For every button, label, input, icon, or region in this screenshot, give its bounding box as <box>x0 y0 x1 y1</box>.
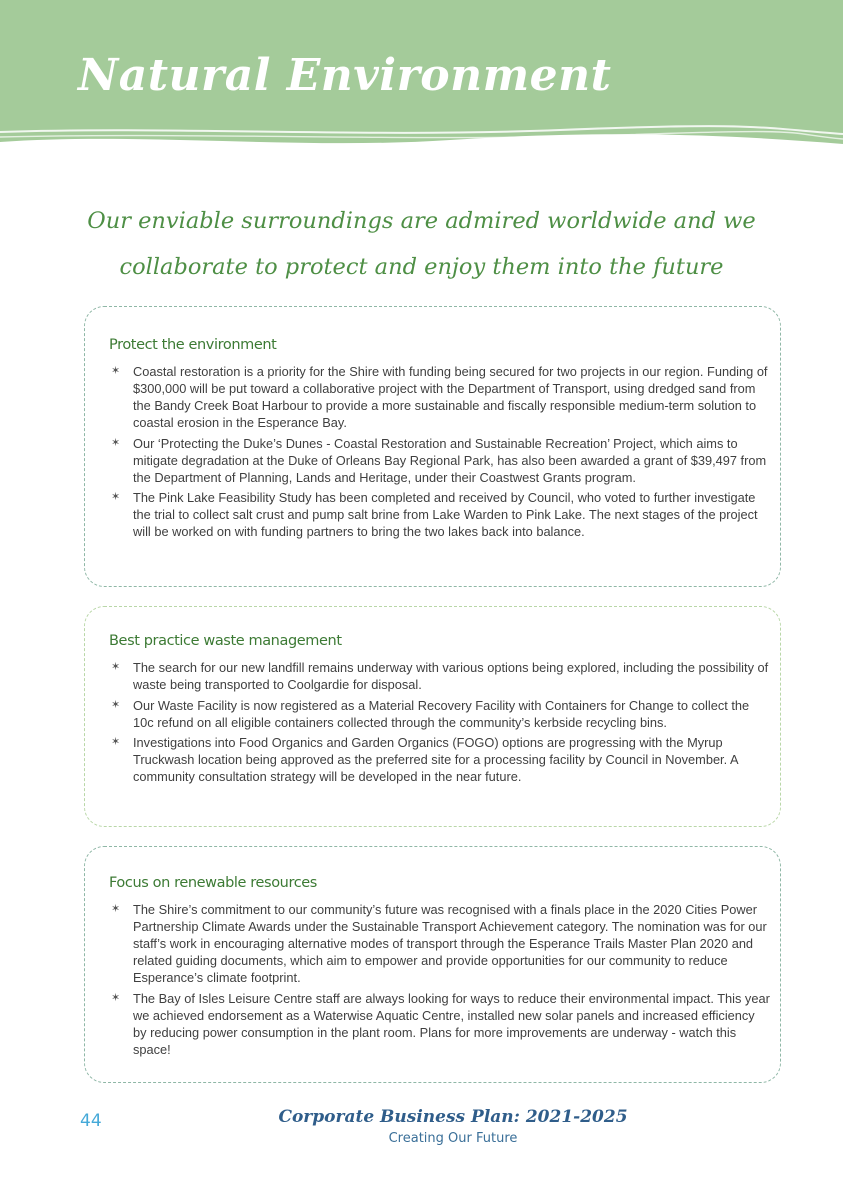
list-item <box>109 697 770 731</box>
section-heading: Focus on renewable resources <box>109 875 317 891</box>
section-heading: Protect the environment <box>109 337 277 353</box>
star-bullet-icon: ✶ <box>111 365 121 377</box>
section-protect-environment <box>84 306 781 587</box>
footer-title: Corporate Business Plan: 2021-2025 <box>278 1107 628 1127</box>
tagline <box>60 198 783 290</box>
star-bullet-icon: ✶ <box>111 436 121 449</box>
bullet-list <box>109 363 770 540</box>
list-item <box>109 990 770 1058</box>
list-item <box>109 901 770 986</box>
bullet-list <box>109 659 770 785</box>
list-item-text: Investigations into Food Organics and Garden Organics (FOGO) options are progressing with the Myrup Truckwash location being approved as the preferred site for a processing facility by Council in November. A community consultation strategy will be developed in the near future. <box>133 735 738 784</box>
footer-subtitle: Creating Our Future <box>388 1131 518 1146</box>
section-renewable-resources <box>84 846 781 1083</box>
list-item <box>109 659 770 693</box>
bullet-list <box>109 901 770 1058</box>
tagline-line-2: collaborate to protect and enjoy them into the future <box>119 254 724 280</box>
list-item-text: The Pink Lake Feasibility Study has been completed and received by Council, who voted to further investigate the trial to collect salt crust and pump salt brine from Lake Warden to Pink Lake. The next stages of the project will be worked on with funding partners to bring the two lakes back into balance. <box>133 490 758 539</box>
list-item <box>109 489 770 540</box>
section-waste-management <box>84 606 781 827</box>
list-item-text: Coastal restoration is a priority for the Shire with funding being secured for two projects in our region. Funding of $300,000 will be put toward a collaborative project with the Department of Transport, using dredged sand from the Bandy Creek Boat Harbour to provide a more sustainable and fiscally responsible medium-term solution to coastal erosion in the Esperance Bay. <box>133 364 768 430</box>
page-title: Natural Environment <box>78 50 612 101</box>
star-bullet-icon: ✶ <box>111 736 121 748</box>
star-bullet-icon: ✶ <box>111 903 121 915</box>
page-number: 44 <box>80 1111 102 1131</box>
star-bullet-icon: ✶ <box>111 698 121 711</box>
list-item-text: Our ‘Protecting the Duke’s Dunes - Coastal Restoration and Sustainable Recreation’ Project, which aims to mitigate degradation at the Duke of Orleans Bay Regional Park, has also been awarded a grant of $39,497 from the Department of Planning, Lands and Heritage, under their Coastwest Grants program. <box>133 435 767 485</box>
star-bullet-icon: ✶ <box>111 491 121 503</box>
list-item <box>109 734 770 785</box>
header-wave-decoration <box>0 120 843 172</box>
star-bullet-icon: ✶ <box>111 661 121 673</box>
tagline-line-1: Our enviable surroundings are admired worldwide and we <box>87 208 756 234</box>
list-item <box>109 363 770 431</box>
star-bullet-icon: ✶ <box>111 991 121 1004</box>
list-item-text: Our Waste Facility is now registered as a Material Recovery Facility with Containers for Change to collect the 10c refund on all eligible containers collected through the community’s kerbside recycling bins. <box>133 697 750 730</box>
section-heading: Best practice waste management <box>109 633 342 649</box>
list-item-text: The Shire’s commitment to our community’s future was recognised with a finals place in the 2020 Cities Power Partnership Climate Awards under the Sustainable Transport Achievement category. The nomination was for our staff’s work in encouraging alternative modes of transport through the Esperance Trails Master Plan 2020 and related guiding documents, which aim to empower and provide opportunities for our community to reduce Esperance’s climate footprint. <box>133 902 767 985</box>
list-item <box>109 435 770 486</box>
list-item-text: The Bay of Isles Leisure Centre staff are always looking for ways to reduce their environmental impact. This year we achieved endorsement as a Waterwise Aquatic Centre, installed new solar panels and increased efficiency by reducing power consumption in the plant room. Plans for more improvements are underway - watch this space! <box>133 990 770 1057</box>
list-item-text: The search for our new landfill remains underway with various options being explored, including the possibility of waste being transported to Coolgardie for disposal. <box>133 660 769 692</box>
